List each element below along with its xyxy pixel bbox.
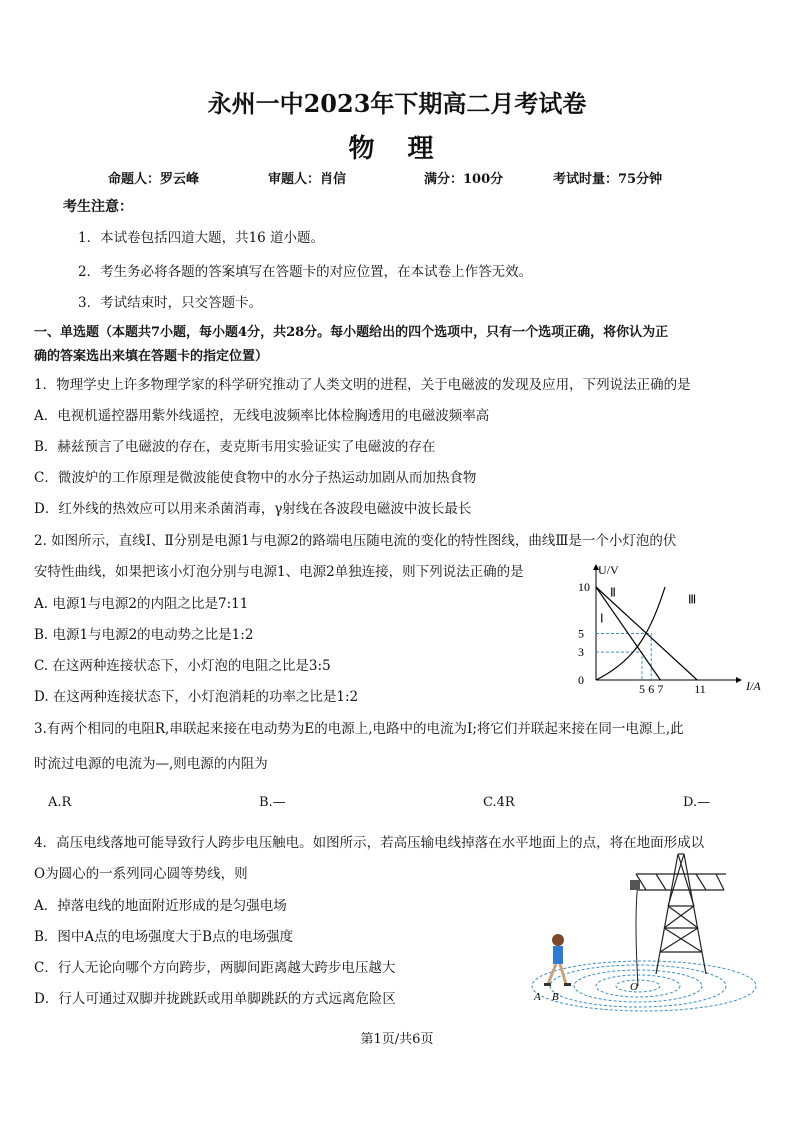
x-tick-label: 11 <box>694 682 706 696</box>
q3-option-a: A.R <box>48 795 72 810</box>
q2-option-d: D. 在这两种连接状态下，小灯泡消耗的功率之比是1:2 <box>34 689 359 705</box>
exam-time: 考试时量：75分钟 <box>553 172 663 187</box>
q2-option-c: C. 在这两种连接状态下，小灯泡的电阻之比是3:5 <box>34 658 331 674</box>
q2-option-b: B. 电源1与电源2的电动势之比是1:2 <box>34 627 254 643</box>
q4-stem: O为圆心的一系列同心圆等势线，则 <box>34 866 248 882</box>
q3-option-c: C.4R <box>483 795 515 810</box>
point-b-label: B <box>552 991 559 1003</box>
x-tick-label: 5 <box>639 682 645 696</box>
u-i-chart <box>566 560 761 700</box>
q4-option-a: A．掉落电线的地面附近形成的是匀强电场 <box>34 898 287 914</box>
q1-option-c: C．微波炉的工作原理是微波能使食物中的水分子热运动加剧从而加热食物 <box>34 470 477 486</box>
q4-stem: 4．高压电线落地可能导致行人跨步电压触电。如图所示，若高压输电线掉落在水平地面上的点，将在地面形成以 <box>34 835 705 851</box>
setter: 命题人：罗云峰 <box>108 172 200 187</box>
series-label-3: Ⅲ <box>688 592 697 607</box>
notice-item: 3．考试结束时，只交答题卡。 <box>78 295 263 311</box>
notice-item: 2．考生务必将各题的答案填写在答题卡的对应位置，在本试卷上作答无效。 <box>78 264 533 280</box>
notice-item: 1．本试卷包括四道大题，共16 道小题。 <box>78 230 325 246</box>
full-score: 满分：100分 <box>424 172 504 187</box>
notice-heading: 考生注意： <box>63 199 133 215</box>
q3-stem: 时流过电源的电流为—,则电源的内阻为 <box>34 756 268 772</box>
q2-option-a: A. 电源1与电源2的内阻之比是7:11 <box>34 596 249 612</box>
x-tick-label: 7 <box>657 682 664 696</box>
y-axis-label: U/V <box>598 563 619 577</box>
pedestrian-icon <box>544 934 571 986</box>
q1-option-d: D．红外线的热效应可以用来杀菌消毒，γ射线在各波段电磁波中波长最长 <box>34 501 472 517</box>
q1-stem: 1．物理学史上许多物理学家的科学研究推动了人类文明的进程，关于电磁波的发现及应用，下列说法正确的是 <box>34 377 691 393</box>
q4-option-c: C．行人无论向哪个方向跨步，两脚间距离越大跨步电压越大 <box>34 960 396 976</box>
section-heading: 确的答案选出来填在答题卡的指定位置） <box>34 349 269 364</box>
y-tick-label: 10 <box>578 580 590 594</box>
tower-icon <box>636 854 726 986</box>
y-tick-label: 5 <box>578 626 584 641</box>
guide-line <box>596 634 651 681</box>
q3-option-d: D.— <box>683 795 711 810</box>
section-heading: 一、单选题（本题共7小题，每小题4分，共28分。每小题给出的四个选项中，只有一个选项正确，将你认为正 <box>34 325 669 340</box>
q4-option-d: D．行人可通过双脚并拢跳跃或用单脚跳跃的方式远离危险区 <box>34 991 396 1007</box>
subject-title: 物 理 <box>348 134 446 164</box>
q4-option-b: B．图中A点的电场强度大于B点的电场强度 <box>34 929 294 945</box>
q3-stem: 3.有两个相同的电阻R,串联起来接在电动势为E的电源上,电路中的电流为I;将它们并联起来接在同一电源上,此 <box>34 721 684 737</box>
x-axis-arrow <box>736 677 742 683</box>
page-footer: 第1页/共6页 <box>360 1032 434 1047</box>
q3-option-b: B.— <box>259 795 286 810</box>
series-label-2: Ⅱ <box>610 585 616 600</box>
q2-stem: 安特性曲线，如果把该小灯泡分别与电源1、电源2单独连接，则下列说法正确的是 <box>34 564 524 580</box>
y-tick-label: 0 <box>578 673 584 687</box>
q1-option-a: A．电视机遥控器用紫外线遥控，无线电波频率比体检胸透用的电磁波频率高 <box>34 408 490 424</box>
insulator-icon <box>630 880 640 890</box>
point-o-label: O <box>630 981 638 993</box>
q2-stem: 2. 如图所示，直线Ⅰ、Ⅱ分别是电源1与电源2的路端电压随电流的变化的特性图线，曲线Ⅲ是一个小灯泡的伏 <box>34 533 677 549</box>
exam-title: 永州一中2023年下期高二月考试卷 <box>207 89 587 118</box>
q1-option-b: B．赫兹预言了电磁波的存在，麦克斯韦用实验证实了电磁波的存在 <box>34 439 436 455</box>
y-tick-label: 3 <box>578 645 584 660</box>
series-label-1: Ⅰ <box>600 611 604 626</box>
x-tick-label: 6 <box>648 682 655 696</box>
power-tower-figure <box>526 836 776 1016</box>
point-a-label: A <box>534 991 541 1003</box>
x-axis-label: I/A <box>746 679 761 693</box>
reviewer: 审题人：肖信 <box>268 172 347 187</box>
